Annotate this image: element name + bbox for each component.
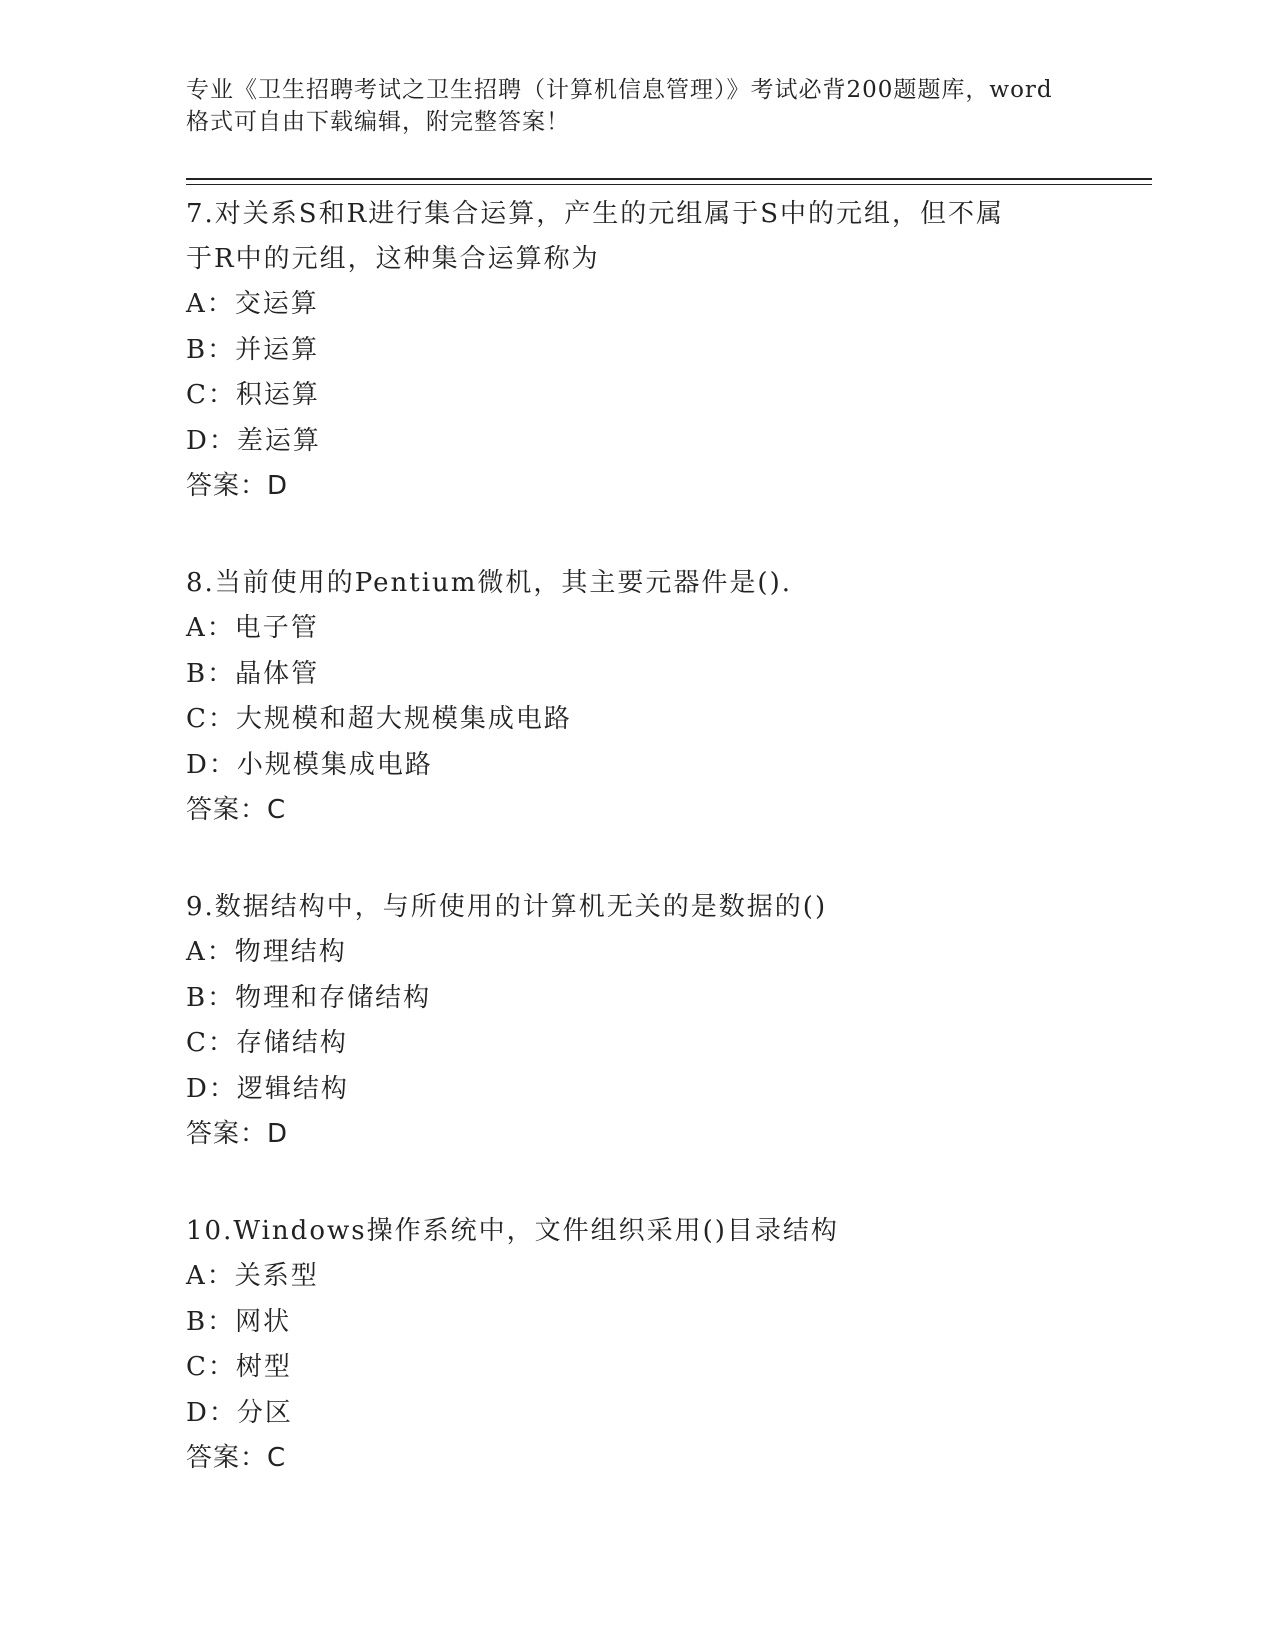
question-list bbox=[186, 192, 1086, 1533]
question-8 bbox=[186, 561, 1086, 833]
document-header bbox=[186, 74, 1086, 138]
question-text: 8.当前使用的Pentium微机，其主要元器件是(). bbox=[186, 568, 792, 598]
answer-line: 答案：C bbox=[186, 1443, 287, 1473]
answer-line: 答案：D bbox=[186, 1119, 289, 1149]
option-c: C：存储结构 bbox=[186, 1028, 348, 1058]
option-b: B：网状 bbox=[186, 1306, 292, 1337]
question-9 bbox=[186, 885, 1086, 1157]
question-text: 9.数据结构中，与所使用的计算机无关的是数据的() bbox=[186, 892, 828, 922]
header-divider-thin bbox=[186, 184, 1152, 185]
option-b: B：物理和存储结构 bbox=[186, 982, 432, 1013]
header-line-2: 格式可自由下载编辑，附完整答案！ bbox=[186, 109, 570, 135]
answer-line: 答案：C bbox=[186, 795, 287, 825]
option-c: C：大规模和超大规模集成电路 bbox=[186, 704, 572, 734]
option-d: D：逻辑结构 bbox=[186, 1073, 349, 1104]
option-d: D：分区 bbox=[186, 1397, 293, 1428]
option-d: D：差运算 bbox=[186, 425, 321, 456]
question-7 bbox=[186, 192, 1086, 509]
option-c: C：树型 bbox=[186, 1352, 292, 1382]
question-10 bbox=[186, 1209, 1086, 1481]
option-b: B：并运算 bbox=[186, 334, 320, 365]
question-text: 10.Windows操作系统中，文件组织采用()目录结构 bbox=[186, 1216, 839, 1246]
option-b: B：晶体管 bbox=[186, 658, 320, 689]
option-a: A：电子管 bbox=[186, 613, 319, 643]
question-text-continued: 于R中的元组，这种集合运算称为 bbox=[186, 244, 600, 274]
question-text: 7.对关系S和R进行集合运算，产生的元组属于S中的元组，但不属 bbox=[186, 199, 1005, 229]
answer-line: 答案：D bbox=[186, 471, 289, 501]
option-d: D：小规模集成电路 bbox=[186, 749, 433, 780]
header-line-1: 专业《卫生招聘考试之卫生招聘（计算机信息管理）》考试必背200题题库，word bbox=[186, 77, 1053, 103]
option-a: A：交运算 bbox=[186, 289, 319, 319]
option-c: C：积运算 bbox=[186, 380, 320, 410]
header-divider-thick bbox=[186, 178, 1152, 180]
option-a: A：物理结构 bbox=[186, 937, 347, 967]
option-a: A：关系型 bbox=[186, 1261, 319, 1291]
